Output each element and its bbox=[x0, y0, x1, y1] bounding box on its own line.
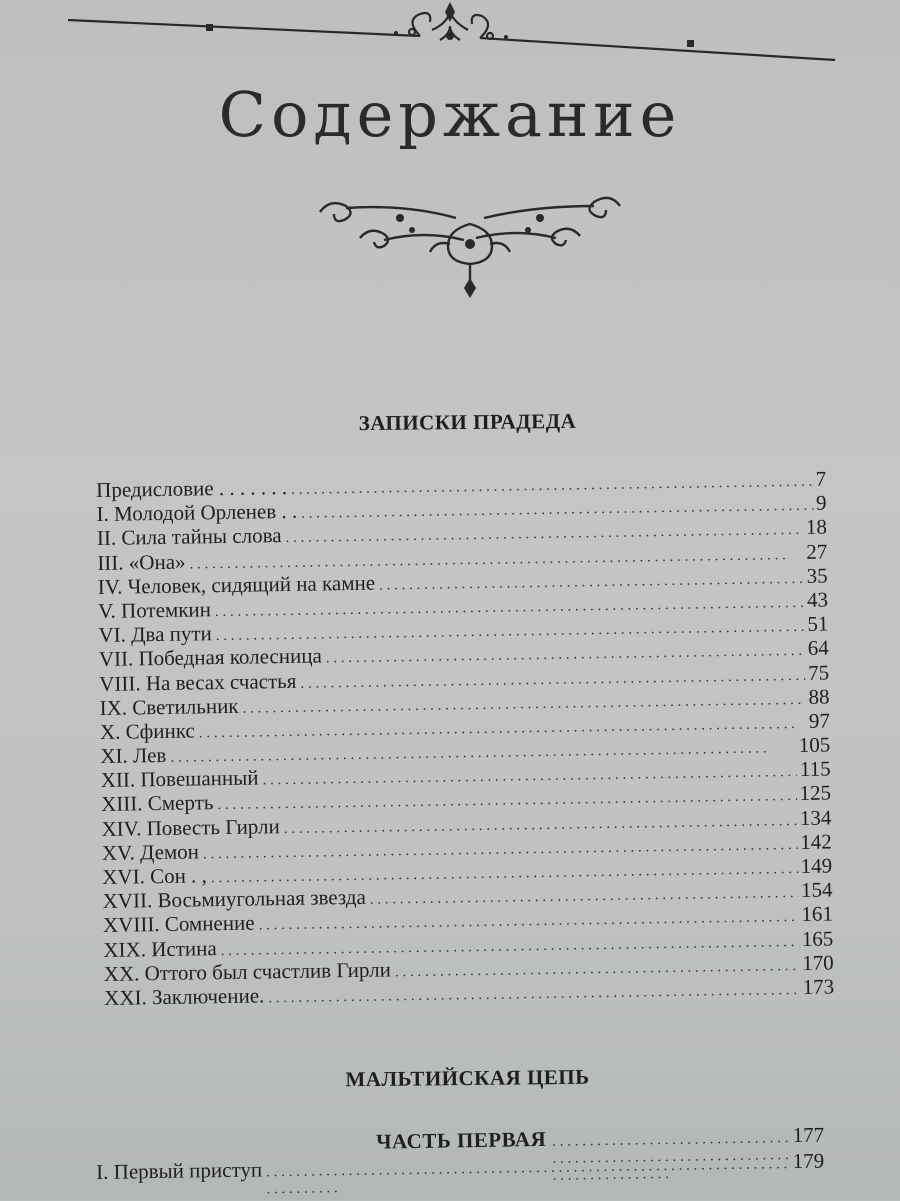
page-number: 161 bbox=[801, 901, 834, 927]
leader-dots bbox=[266, 1156, 790, 1198]
page-number: 134 bbox=[799, 805, 832, 830]
table-of-contents bbox=[96, 467, 834, 1011]
page-number: 9 bbox=[815, 490, 827, 515]
page-number: 149 bbox=[800, 853, 833, 878]
leader-dots bbox=[268, 978, 800, 1010]
page-number: 105 bbox=[798, 732, 831, 758]
entry-title: VI. Два пути bbox=[98, 621, 213, 648]
entry-title: XV. Демон bbox=[101, 839, 200, 865]
entry-title: XIII. Смерть bbox=[100, 790, 214, 817]
entry-title: XXI. Заключение. bbox=[103, 983, 265, 1010]
entry-title: VII. Победная колесница bbox=[98, 643, 322, 672]
entry-title: XII. Повешанный bbox=[100, 765, 259, 793]
part-title: ЧАСТЬ ПЕРВАЯ bbox=[375, 1126, 547, 1154]
entry-title: XVIII. Сомнение bbox=[102, 910, 255, 938]
entry-title: VIII. На весах счастья bbox=[99, 668, 297, 696]
ornament-divider-icon bbox=[300, 182, 640, 302]
entry-title: XVII. Восьмиугольная звезда bbox=[102, 885, 367, 914]
page-number: 97 bbox=[808, 708, 831, 733]
entry-title: Предисловие . . . . . . . bbox=[96, 475, 288, 502]
page-number: 64 bbox=[807, 635, 829, 661]
page-number: 170 bbox=[802, 950, 834, 975]
page-number: 88 bbox=[808, 684, 830, 709]
page-number: 179 bbox=[792, 1148, 825, 1174]
page-number: 115 bbox=[799, 756, 831, 782]
entry-title: XVI. Сон . , bbox=[102, 863, 208, 889]
page-number: 125 bbox=[799, 780, 832, 806]
page-number: 43 bbox=[806, 587, 829, 612]
page-number: 142 bbox=[800, 829, 832, 854]
page-number: 154 bbox=[800, 877, 833, 903]
page-number: 165 bbox=[801, 926, 834, 951]
entry-title: V. Потемкин bbox=[97, 597, 212, 623]
page-number: 177 bbox=[792, 1122, 825, 1148]
entry-title: XIV. Повесть Гирли bbox=[101, 813, 280, 841]
page-title: Содержание bbox=[218, 78, 682, 151]
page-number: 75 bbox=[807, 660, 830, 685]
page-number: 173 bbox=[802, 974, 835, 999]
entry-title: III. «Она» bbox=[97, 549, 186, 575]
page-number: 51 bbox=[807, 611, 829, 636]
entry-title: X. Сфинкс bbox=[99, 718, 195, 744]
entry-title: I. Первый приступ bbox=[96, 1157, 263, 1184]
entry-title: IV. Человек, сидящий на камне bbox=[97, 570, 376, 599]
entry-title: XI. Лев bbox=[100, 742, 167, 769]
entry-title: XIX. Истина bbox=[103, 935, 217, 962]
page-number: 18 bbox=[805, 514, 828, 540]
entry-title: IX. Светильник bbox=[99, 693, 239, 720]
page-number: 7 bbox=[815, 466, 827, 491]
page-number: 27 bbox=[806, 539, 828, 564]
entry-title: XX. Оттого был счастлив Гирли bbox=[103, 957, 392, 986]
section-heading: ЗАПИСКИ ПРАДЕДА bbox=[358, 408, 577, 436]
section-heading: МАЛЬТИЙСКАЯ ЦЕПЬ bbox=[345, 1064, 590, 1092]
ornament-top-icon bbox=[60, 0, 840, 70]
entry-title: II. Сила тайны слова bbox=[96, 523, 282, 551]
page-number: 35 bbox=[806, 563, 828, 588]
entry-title: I. Молодой Орленев . . bbox=[96, 499, 298, 527]
